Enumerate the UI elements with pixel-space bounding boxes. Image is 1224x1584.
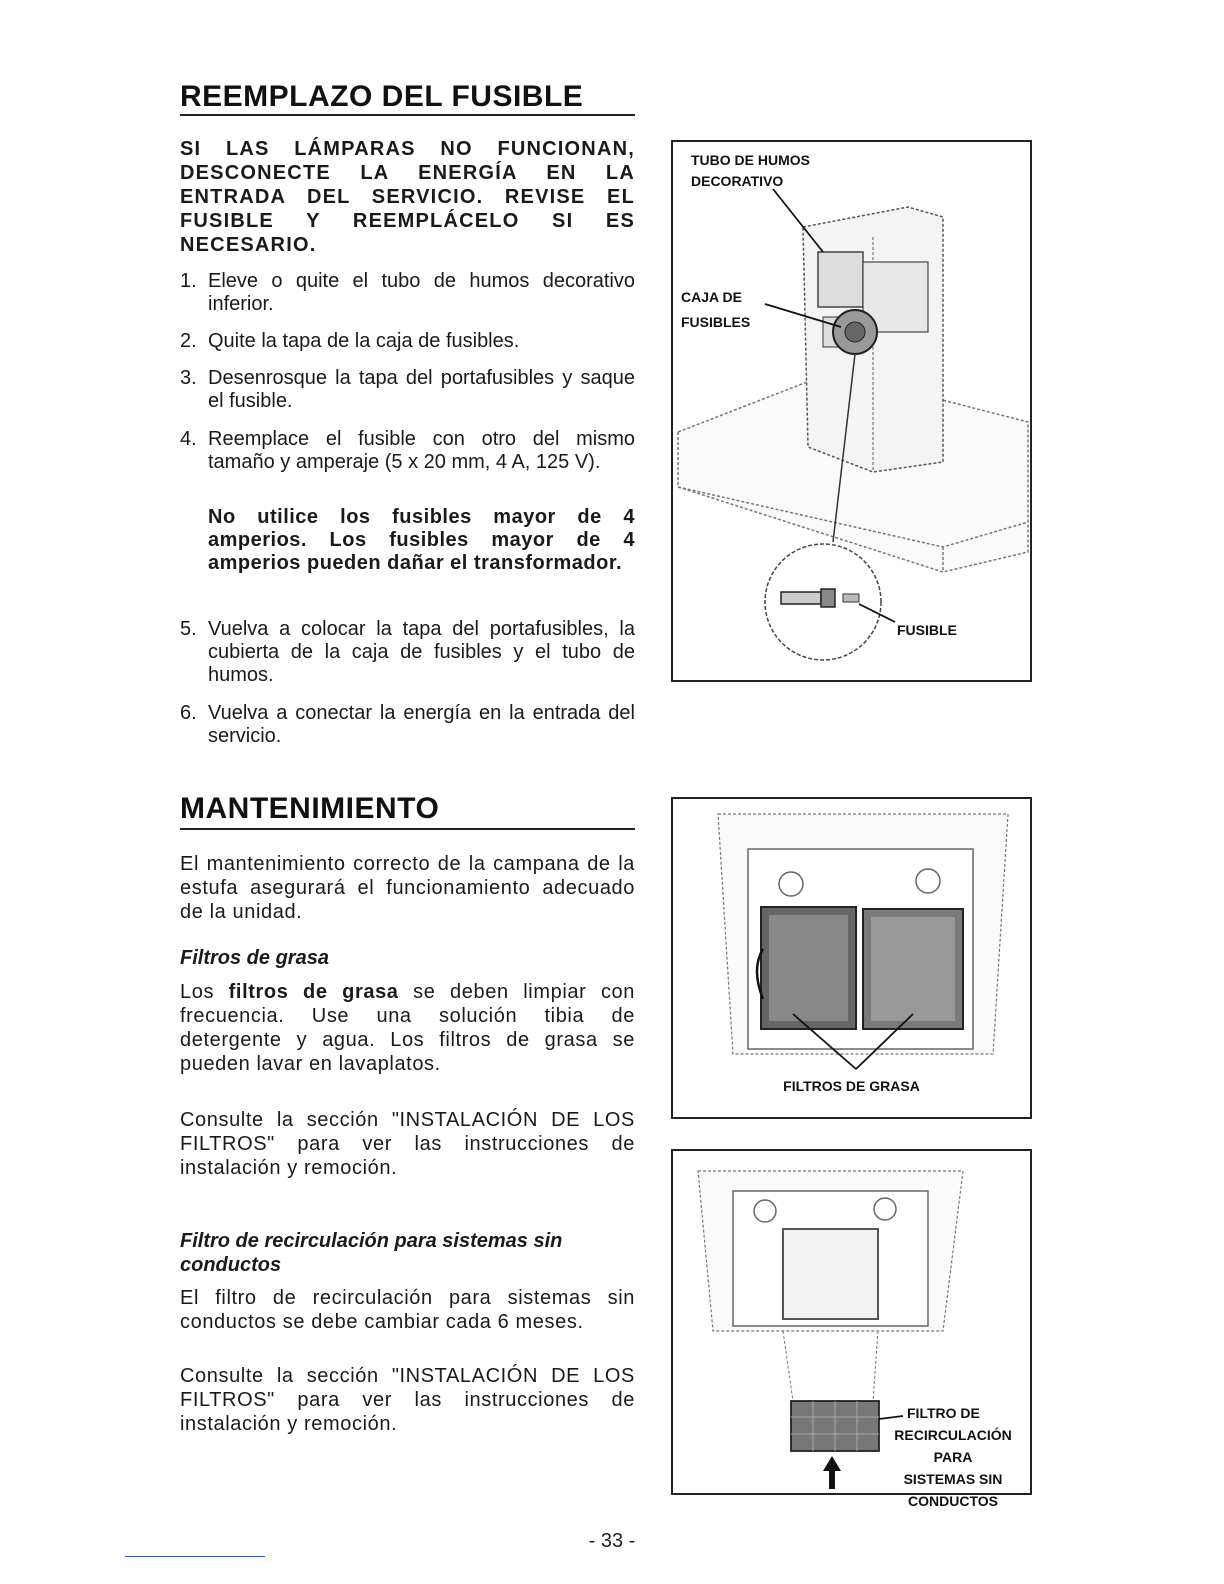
step-text: Quite la tapa de la caja de fusibles.: [208, 330, 520, 352]
grease-filters-reference: Consulte la sección "INSTALACIÓN DE LOS FILTROS" para ver las instrucciones de instalación y remoción.: [180, 1109, 635, 1179]
step-text: Vuelva a colocar la tapa del portafusibles, la cubierta de la caja de fusibles y el tubo de humos.: [208, 618, 635, 686]
step-text: Eleve o quite el tubo de humos decorativo inferior.: [208, 270, 635, 315]
label-grease-filters: FILTROS DE GRASA: [783, 1078, 920, 1094]
recirc-filter-figure: [671, 1149, 1032, 1509]
label-recirc-line-4: SISTEMAS SIN: [903, 1471, 1003, 1487]
grease-text-start: Los: [180, 981, 229, 1003]
page-number: - 33 -: [588, 1530, 636, 1552]
grease-text-end: se deben limpiar con frecuencia. Use una solución tibia de detergente y agua. Los filtros de grasa se pueden lavar en lavaplatos.: [180, 981, 636, 1075]
step-3: [180, 367, 635, 413]
label-recirc-line-1: FILTRO DE: [907, 1405, 980, 1421]
step-number: 6.: [180, 702, 197, 724]
step-number: 2.: [180, 330, 197, 352]
up-arrow-icon: [823, 1456, 841, 1489]
label-fuse: FUSIBLE: [897, 622, 957, 638]
grease-text-bold: filtros de grasa: [228, 981, 399, 1003]
grease-filters-paragraph: [180, 980, 635, 1076]
label-chimney-line-2: DECORATIVO: [691, 173, 784, 189]
step-1: [180, 270, 635, 316]
step-4: [180, 428, 635, 474]
label-chimney-line-1: TUBO DE HUMOS: [691, 152, 810, 168]
fuse-warning: SI LAS LÁMPARAS NO FUNCIONAN, DESCONECTE LA ENERGÍA EN LA ENTRADA DEL SERVICIO. REVISE EL FUSIBLE Y REEMPLÁCELO SI ES NECESARIO.: [180, 138, 635, 256]
grease-filter-left: [761, 907, 856, 1029]
maintenance-intro: El mantenimiento correcto de la campana de la estufa asegurará el funcionamiento adecuado de la unidad.: [180, 853, 635, 923]
label-fusebox-line-2: FUSIBLES: [681, 314, 751, 330]
grease-filters-figure: [671, 797, 1032, 1119]
step-text: Reemplace el fusible con otro del mismo tamaño y amperaje (5 x 20 mm, 4 A, 125 V).: [208, 428, 635, 473]
hood-fuse-illustration: [673, 142, 1030, 680]
step-5: [180, 618, 635, 687]
recirc-filter-paragraph: El filtro de recirculación para sistemas sin conductos se debe cambiar cada 6 meses.: [180, 1287, 635, 1333]
grease-filters-heading: Filtros de grasa: [180, 947, 329, 969]
recirc-filter-reference: Consulte la sección "INSTALACIÓN DE LOS FILTROS" para ver las instrucciones de instalación y remoción.: [180, 1365, 635, 1435]
step-text: Vuelva a conectar la energía en la entrada del servicio.: [208, 702, 635, 747]
label-recirc-line-5: CONDUCTOS: [908, 1493, 998, 1509]
fuse-section-title: REEMPLAZO DEL FUSIBLE: [180, 80, 584, 113]
step-2: [180, 330, 635, 353]
grease-filter-right: [863, 909, 963, 1029]
step-number: 5.: [180, 618, 197, 640]
step-number: 4.: [180, 428, 197, 450]
title-rule: [180, 828, 635, 830]
step-number: 1.: [180, 270, 197, 292]
label-recirc-line-2: RECIRCULACIÓN: [894, 1427, 1012, 1443]
label-recirc-line-3: PARA: [933, 1449, 973, 1465]
step-4-warning-note: No utilice los fusibles mayor de 4 amperios. Los fusibles mayor de 4 amperios pueden dañar el transformador.: [208, 506, 635, 574]
grease-filters-illustration: [673, 799, 1030, 1117]
label-fusebox-line-1: CAJA DE: [681, 289, 742, 305]
recirc-filter-cartridge: [791, 1401, 879, 1451]
step-6: [180, 702, 635, 748]
step-text: Desenrosque la tapa del portafusibles y saque el fusible.: [208, 367, 635, 412]
maintenance-title: MANTENIMIENTO: [180, 792, 440, 825]
recirc-filter-heading: Filtro de recirculación para sistemas sin conductos: [180, 1230, 563, 1276]
fuse-figure: [671, 140, 1032, 682]
step-number: 3.: [180, 367, 197, 389]
title-rule: [180, 114, 635, 116]
footer-rule: [125, 1556, 265, 1557]
